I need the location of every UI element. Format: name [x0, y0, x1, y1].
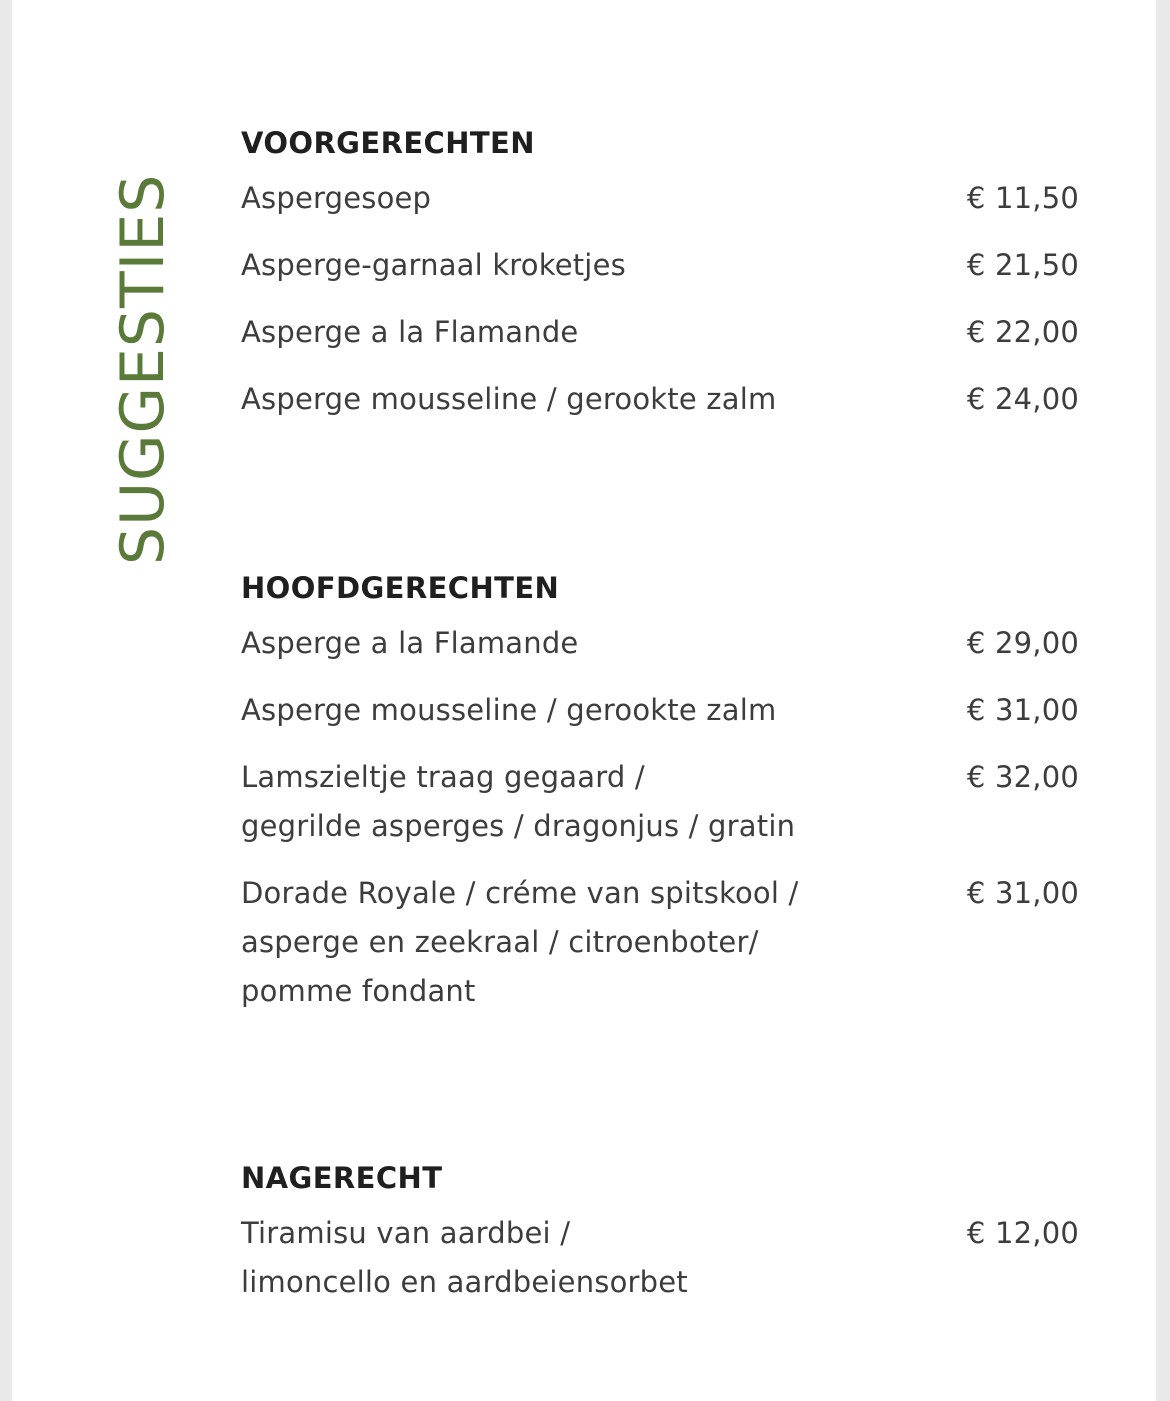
section-title: HOOFDGERECHTEN	[241, 571, 560, 605]
item-price: € 11,50	[966, 181, 1079, 215]
menu-item	[241, 174, 1079, 223]
item-name: Asperge-garnaal kroketjes	[241, 248, 626, 282]
section-hoofdgerechten	[241, 570, 1079, 1016]
item-price: € 22,00	[966, 315, 1079, 349]
menu-item	[241, 753, 1079, 851]
item-name: Asperge mousseline / gerookte zalm	[241, 382, 777, 416]
item-name: Aspergesoep	[241, 181, 432, 215]
item-name: Asperge a la Flamande	[241, 626, 579, 660]
menu-item	[241, 241, 1079, 290]
section-nagerecht	[241, 1160, 1079, 1307]
section-title: VOORGERECHTEN	[241, 126, 535, 160]
section-voorgerechten	[241, 125, 1079, 424]
item-price: € 29,00	[966, 626, 1079, 660]
menu-item	[241, 375, 1079, 424]
menu-item	[241, 869, 1079, 1016]
menu-item	[241, 1209, 1079, 1307]
item-name: Asperge mousseline / gerookte zalm	[241, 693, 777, 727]
item-price: € 32,00	[966, 760, 1079, 794]
side-title: SUGGESTIES	[108, 173, 178, 565]
section-title: NAGERECHT	[241, 1161, 443, 1195]
item-price: € 24,00	[966, 382, 1079, 416]
item-price: € 21,50	[966, 248, 1079, 282]
menu-item	[241, 308, 1079, 357]
item-name: Dorade Royale / créme van spitskool / asperge en zeekraal / citroenboter/ pomme fondant	[241, 876, 799, 1008]
item-name: Tiramisu van aardbei / limoncello en aardbeiensorbet	[241, 1216, 688, 1299]
item-price: € 31,00	[966, 693, 1079, 727]
item-price: € 31,00	[966, 876, 1079, 910]
item-price: € 12,00	[966, 1216, 1079, 1250]
menu-item	[241, 686, 1079, 735]
item-name: Lamszieltje traag gegaard / gegrilde asperges / dragonjus / gratin	[241, 760, 796, 843]
item-name: Asperge a la Flamande	[241, 315, 579, 349]
menu-item	[241, 619, 1079, 668]
